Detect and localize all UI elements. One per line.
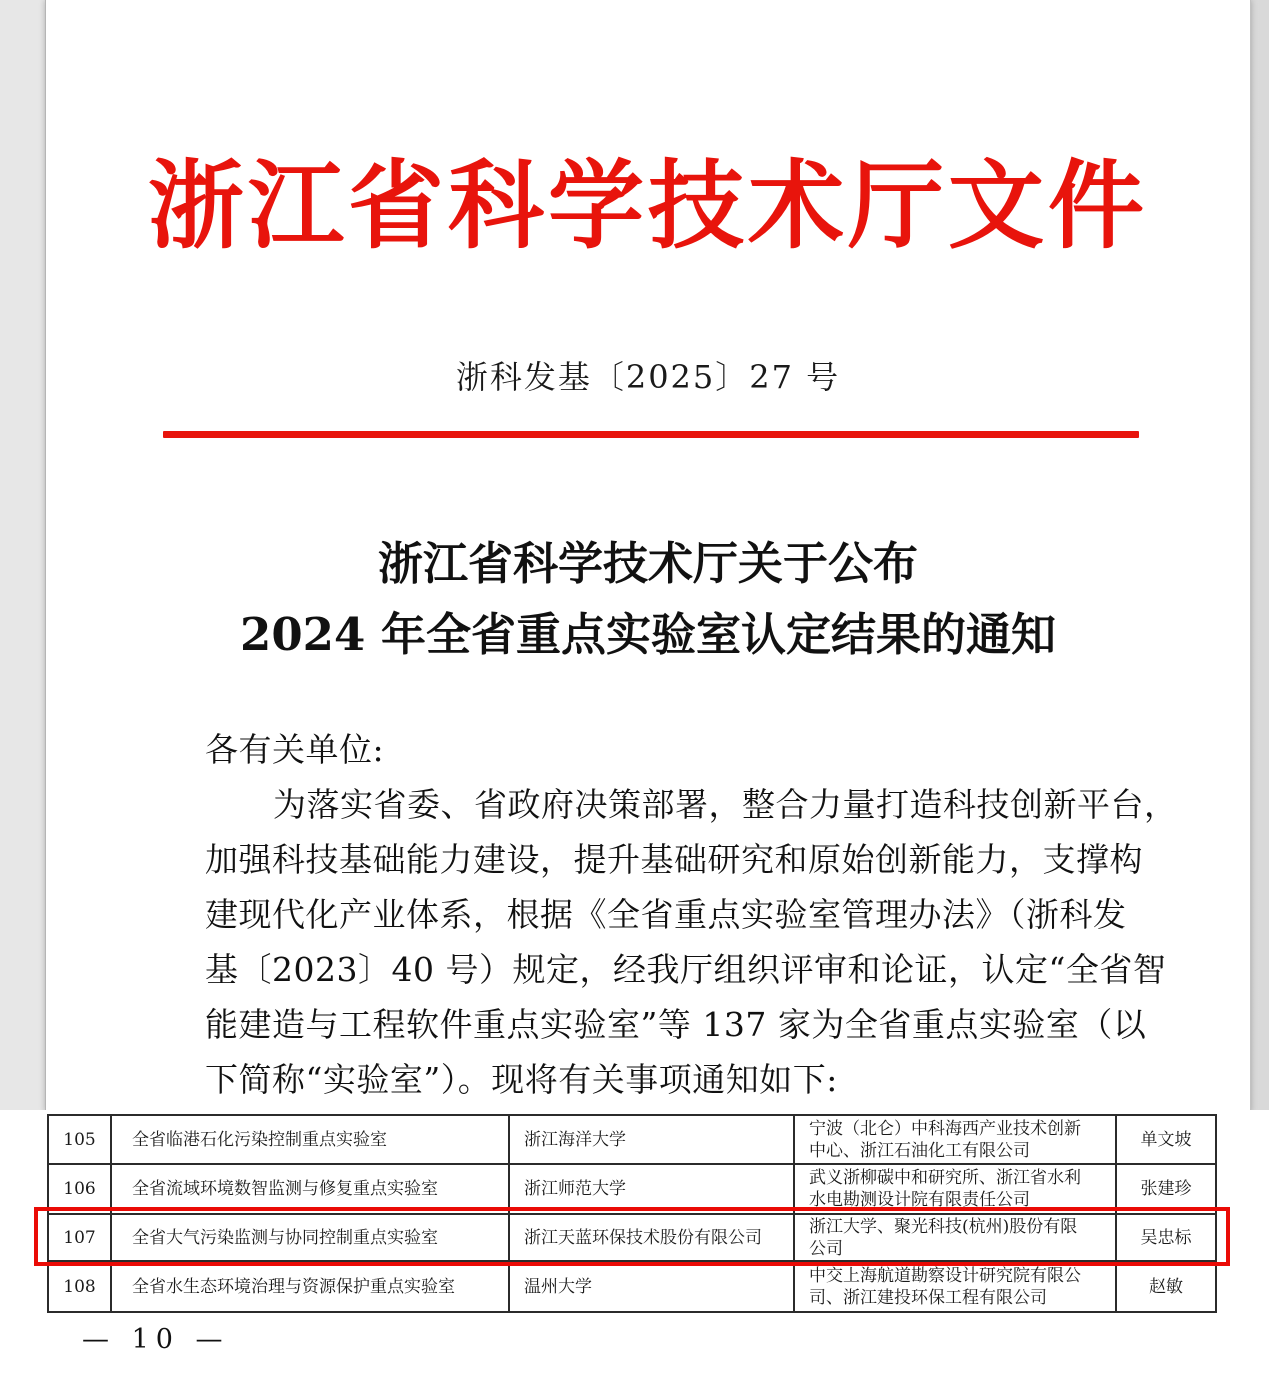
body-line: 建现代化产业体系，根据《全省重点实验室管理办法》（浙科发 (205, 895, 1127, 934)
table-row (48, 1261, 1216, 1312)
director-cell: 赵敏 (1116, 1261, 1216, 1312)
lab-name-cell: 全省临港石化污染控制重点实验室 (111, 1115, 509, 1164)
row-number-cell: 107 (48, 1214, 111, 1261)
notice-title-line1: 浙江省科学技术厅关于公布 (377, 537, 918, 590)
host-cell: 温州大学 (509, 1261, 794, 1312)
body-text (205, 722, 1178, 1107)
partners-cell: 武义浙柳碳中和研究所、浙江省水利水电勘测设计院有限责任公司 (794, 1164, 1116, 1214)
row-number-cell: 106 (48, 1164, 111, 1214)
row-number-cell: 108 (48, 1261, 111, 1312)
director-cell: 单文坡 (1116, 1115, 1216, 1164)
host-cell: 浙江天蓝环保技术股份有限公司 (509, 1214, 794, 1261)
letterhead-red-rule (163, 431, 1139, 438)
row-number-cell: 105 (48, 1115, 111, 1164)
partners-cell: 中交上海航道勘察设计研究院有限公司、浙江建投环保工程有限公司 (794, 1261, 1116, 1312)
partners-cell: 宁波（北仑）中科海西产业技术创新中心、浙江石油化工有限公司 (794, 1115, 1116, 1164)
lab-name-cell: 全省流域环境数智监测与修复重点实验室 (111, 1164, 509, 1214)
table-row (48, 1115, 1216, 1164)
partners-cell: 浙江大学、聚光科技(杭州)股份有限公司 (794, 1214, 1116, 1261)
director-cell: 张建珍 (1116, 1164, 1216, 1214)
laboratory-table (47, 1114, 1217, 1313)
page-number: — 10 — (82, 1324, 230, 1355)
table-row-highlighted (48, 1214, 1216, 1261)
host-cell: 浙江海洋大学 (509, 1115, 794, 1164)
salutation: 各有关单位: (205, 730, 385, 769)
body-line: 为落实省委、省政府决策部署，整合力量打造科技创新平台， (273, 785, 1178, 824)
document-number: 浙科发基〔2025〕27 号 (455, 358, 841, 396)
body-line: 基〔2023〕40 号）规定，经我厅组织评审和论证，认定“全省智 (205, 950, 1167, 989)
body-line: 加强科技基础能力建设，提升基础研究和原始创新能力，支撑构 (205, 840, 1143, 879)
table-row (48, 1164, 1216, 1214)
notice-title-line2: 2024 年全省重点实验室认定结果的通知 (240, 608, 1056, 661)
director-cell: 吴忠标 (1116, 1214, 1216, 1261)
lab-name-cell: 全省水生态环境治理与资源保护重点实验室 (111, 1261, 509, 1312)
lab-name-cell: 全省大气污染监测与协同控制重点实验室 (111, 1214, 509, 1261)
host-cell: 浙江师范大学 (509, 1164, 794, 1214)
letterhead-title: 浙江省科学技术厅文件 (148, 149, 1148, 262)
body-line: 能建造与工程软件重点实验室”等 137 家为全省重点实验室（以 (205, 1005, 1147, 1044)
body-line: 下简称“实验室”）。现将有关事项通知如下: (205, 1060, 838, 1099)
